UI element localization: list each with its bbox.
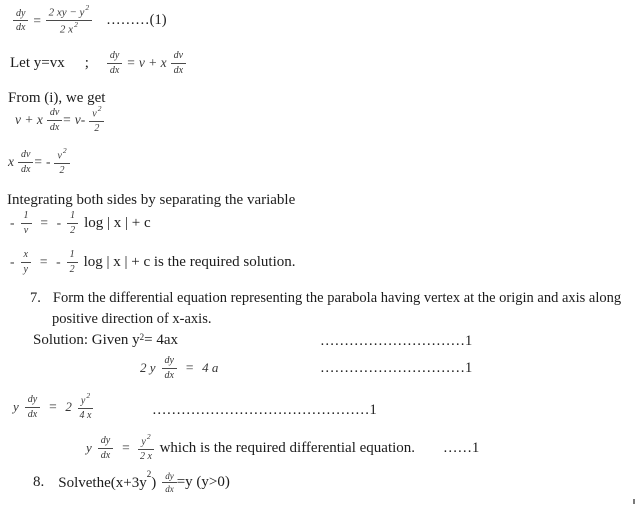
fraction-dv-dx bbox=[47, 107, 62, 133]
equation-rhs-text: log | x | + c bbox=[84, 214, 151, 231]
fraction-1-2 bbox=[67, 249, 78, 275]
superscript-2: 2 bbox=[62, 146, 67, 155]
fraction-numerator: dy bbox=[162, 355, 177, 369]
fraction-dy-dx bbox=[25, 394, 40, 420]
equation-2 bbox=[15, 106, 104, 134]
superscript-2: 2 bbox=[74, 20, 78, 30]
solution-text-rest: = 4ax bbox=[144, 332, 179, 348]
equation-lhs: v + x bbox=[15, 112, 43, 128]
marks-leader: …………………………1 bbox=[320, 360, 473, 376]
minus-sign: - bbox=[56, 215, 62, 230]
superscript-2: 2 bbox=[139, 331, 145, 342]
fraction-1-v bbox=[21, 210, 32, 236]
fraction-numerator: dv bbox=[18, 149, 33, 163]
equation-lhs: 2 y bbox=[140, 360, 156, 375]
equation-lhs: y bbox=[13, 399, 19, 415]
fraction-dy-dx bbox=[162, 355, 177, 381]
equation-rhs: 4 a bbox=[202, 360, 219, 375]
fraction-denominator: dx bbox=[173, 64, 184, 76]
fraction-numerator: $v^2$ bbox=[89, 106, 104, 122]
fraction-denominator: dx bbox=[21, 163, 31, 175]
equation-3 bbox=[8, 148, 70, 176]
fraction-dy-dx bbox=[162, 471, 177, 495]
equals-sign: = bbox=[48, 399, 58, 415]
fraction-numerator: $v^2$ bbox=[54, 148, 69, 164]
equals-sign: = bbox=[32, 12, 42, 28]
superscript-2: 2 bbox=[146, 432, 151, 441]
conclusion-text: which is the required differential equation. bbox=[159, 439, 416, 456]
fraction-denominator: 2 bbox=[70, 224, 76, 236]
fraction-y2-4x bbox=[78, 393, 93, 421]
fraction-dv-dx bbox=[171, 50, 186, 76]
solution-text: Solution: Given y bbox=[33, 332, 140, 348]
fraction-denominator: v bbox=[23, 224, 29, 236]
solution-7-line bbox=[33, 332, 178, 349]
fraction-numerator: dy bbox=[13, 8, 28, 22]
superscript-2: 2 bbox=[86, 391, 91, 400]
fraction-1-2 bbox=[67, 210, 78, 236]
fraction-numerator: dv bbox=[171, 50, 186, 64]
question-text: positive direction of x-axis. bbox=[52, 311, 212, 327]
fraction-denominator: 2 bbox=[59, 164, 65, 176]
question-text: Form the differential equation representing the parabola having vertex at the origin and axis along bbox=[52, 290, 622, 306]
question-7-line-1 bbox=[30, 290, 621, 307]
equation-lhs: y bbox=[86, 440, 92, 456]
superscript-2: 2 bbox=[97, 104, 102, 113]
stray-mark bbox=[633, 499, 635, 504]
fraction-v2-2 bbox=[54, 148, 69, 176]
superscript-2: 2 bbox=[85, 3, 90, 12]
fraction-numerator: dv bbox=[47, 107, 62, 121]
question-text: $Solvethe(x+3y^2)$ bbox=[58, 469, 157, 492]
fraction-denominator: dx bbox=[165, 484, 174, 495]
equation-lhs: x bbox=[8, 154, 14, 170]
minus-sign: - bbox=[10, 215, 15, 230]
fraction-denominator: 2 bbox=[69, 263, 75, 275]
fraction-rhs bbox=[46, 5, 93, 37]
semicolon: ; bbox=[84, 54, 89, 71]
question-8-line bbox=[33, 471, 230, 495]
minus-sign: - bbox=[56, 254, 61, 269]
fraction-denominator: 2 $x^2$ bbox=[59, 20, 78, 36]
marks-leader: …………………………1 bbox=[320, 333, 473, 349]
let-text: Let y=vx bbox=[10, 54, 65, 71]
equation-1 bbox=[13, 5, 167, 37]
question-text-rest: =y (y>0) bbox=[176, 474, 230, 491]
fraction-numerator: 1 bbox=[67, 210, 78, 224]
superscript-2: 2 bbox=[146, 469, 152, 480]
equation-middle: = v- bbox=[62, 112, 86, 128]
fraction-x-y bbox=[21, 249, 31, 275]
fraction-dy-dx bbox=[13, 8, 28, 34]
fraction-denominator: y bbox=[23, 263, 28, 275]
question-7-line-2 bbox=[52, 311, 211, 328]
fraction-denominator: dx bbox=[164, 369, 174, 381]
fraction-y2-2x bbox=[138, 434, 153, 462]
fraction-denominator: dx bbox=[109, 64, 120, 76]
integrating-line bbox=[7, 192, 295, 209]
fraction-denominator: dx bbox=[16, 22, 26, 34]
equals-sign: = bbox=[184, 360, 195, 375]
fraction-denominator: dx bbox=[27, 408, 38, 420]
fraction-dy-dx bbox=[107, 50, 122, 76]
equation-6 bbox=[140, 355, 218, 381]
fraction-denominator: 4 x bbox=[79, 409, 92, 421]
integrating-text: Integrating both sides by separating the variable bbox=[7, 192, 296, 208]
marks-leader: ………………………………………1 bbox=[152, 402, 377, 418]
fraction-numerator: dy bbox=[162, 471, 177, 483]
fraction-numerator: dy bbox=[107, 50, 122, 64]
equation-5 bbox=[10, 249, 296, 275]
fraction-dv-dx bbox=[18, 149, 33, 175]
equation-4 bbox=[10, 210, 151, 236]
equals-sign: = bbox=[121, 440, 131, 456]
fraction-dy-dx bbox=[98, 435, 113, 461]
fraction-denominator: dx bbox=[100, 449, 111, 461]
from-line bbox=[8, 90, 105, 107]
question-number: 7. bbox=[30, 290, 41, 306]
fraction-numerator: dy bbox=[25, 394, 40, 408]
equation-middle: = v + x bbox=[126, 55, 167, 70]
let-substitution-line bbox=[10, 50, 186, 76]
minus-sign: - bbox=[10, 254, 15, 269]
fraction-denominator: 2 bbox=[94, 122, 100, 134]
equation-rhs-text: log | x | + c is the required solution. bbox=[83, 253, 296, 270]
fraction-numerator: 2 xy − $y^2$ bbox=[46, 5, 93, 21]
equation-8 bbox=[86, 434, 479, 462]
equation-7 bbox=[13, 393, 93, 421]
fraction-denominator: 2 x bbox=[139, 450, 152, 462]
equals-sign: = bbox=[39, 215, 49, 230]
equals-sign: = bbox=[38, 254, 49, 269]
fraction-numerator: x bbox=[21, 249, 31, 263]
fraction-numerator: $y^2$ bbox=[138, 434, 153, 450]
fraction-denominator: dx bbox=[49, 121, 60, 133]
from-text: From (i), we get bbox=[8, 90, 106, 106]
fraction-numerator: dy bbox=[98, 435, 113, 449]
marks-leader: ……1 bbox=[443, 439, 480, 456]
equation-middle: = - bbox=[33, 154, 51, 170]
fraction-numerator: 1 bbox=[21, 210, 32, 224]
fraction-v2-2 bbox=[89, 106, 104, 134]
fraction-numerator: 1 bbox=[67, 249, 78, 263]
fraction-numerator: $y^2$ bbox=[78, 393, 93, 409]
question-number: 8. bbox=[33, 474, 45, 491]
coefficient: 2 bbox=[65, 399, 72, 415]
dotted-label-1: ………(1) bbox=[106, 12, 167, 29]
